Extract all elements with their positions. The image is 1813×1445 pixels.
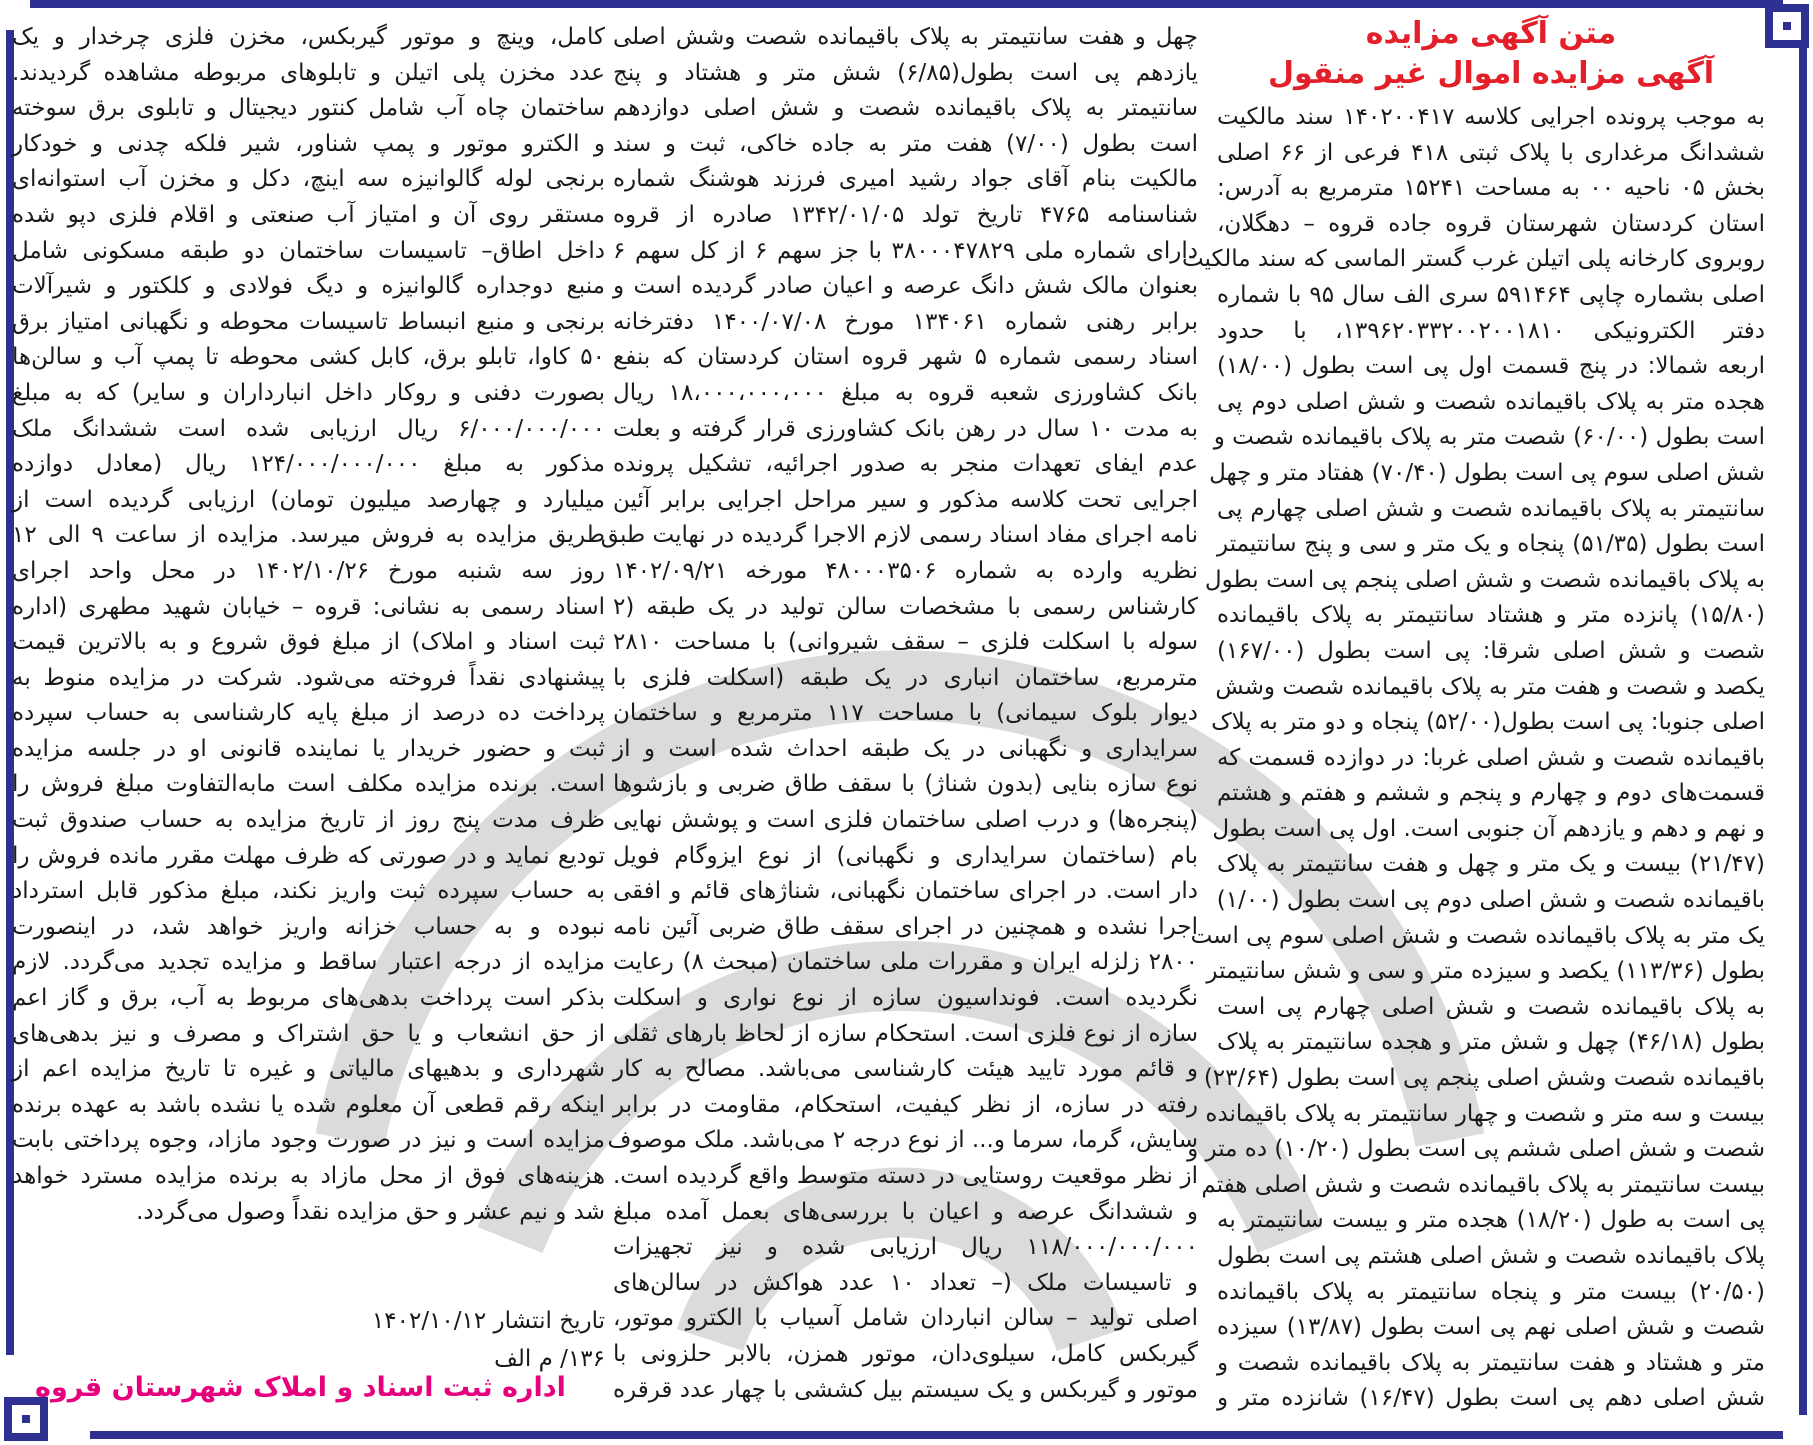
text-line: بخش ۰۵ ناحیه ۰۰ به مساحت ۱۵۲۴۱ مترمربع به آدرس: [1217,175,1765,202]
text-line: ششدانگ مرغداری با پلاک ثبتی ۴۱۸ فرعی از ۶۶ اصلی [1217,139,1765,166]
text-line: عدم ایفای تعهدات منجر به صدور اجرائیه، تشکیل پرونده [613,451,1198,478]
issuer-signature: اداره ثبت اسناد و املاک شهرستان قروه [35,1372,566,1403]
text-line: شد و نیم عشر و حق مزایده نقداً وصول می‌گردد. [136,1198,605,1225]
text-line: است بطول (۶۰/۰۰) شصت متر به پلاک باقیمانده شصت و [1213,424,1765,451]
text-line: بعنوان مالک شش دانگ عرصه و اعیان صادر گردیده است و [613,273,1198,300]
text-line: منبع دوجداره گالوانیزه و دیگ فولادی و کلکتور و شیرآلات [12,273,605,300]
text-line: شصت و شش اصلی شرقا: پی است بطول (۱۶۷/۰۰) [1217,637,1765,664]
text-line: مترمربع، ساختمان انباری در یک طبقه (اسکلت فلزی با [613,664,1198,691]
text-line: بام (ساختمان سرایداری و نگهبانی) از نوع ایزوگام فویل [613,842,1198,869]
text-line: هجده متر به پلاک باقیمانده شصت و شش اصلی دوم پی [1217,388,1765,415]
text-line: میلیارد و چهارصد میلیون تومان) ارزیابی گردیده است از [12,486,605,513]
text-line: اجرایی تحت کلاسه مذکور و سیر مراحل اجرایی برابر آئین [613,486,1198,513]
text-line: نبوده و به حساب خزانه واریز خواهد شد، در اینصورت [12,913,605,940]
text-line: شصت و شش اصلی نهم پی است بطول (۱۳/۸۷) سیزده [1217,1314,1765,1341]
text-line: به موجب پرونده اجرایی کلاسه ۱۴۰۲۰۰۴۱۷ سند مالکیت [1217,104,1765,130]
text-line: به حساب سپرده ثبت واریز نکند، مبلغ مذکور قابل استرداد [12,878,605,905]
text-line: بیست سانتیمتر به پلاک باقیمانده شصت و شش اصلی هفتم [1201,1171,1765,1198]
text-line: به پلاک باقیمانده شصت و شش اصلی چهارم پی است [1217,993,1765,1020]
text-line: اجرا نشده و همچنین در اجرای سقف طاق ضربی آئین نامه [613,913,1198,940]
text-line: است. برنده مزایده مکلف است مابه‌التفاوت مبلغ فروش را [12,771,605,798]
text-line: داخل اطاق– تاسیسات ساختمان دو طبقه مسکونی شامل [12,237,605,264]
text-line: (۱۵/۸۰) پانزده متر و هشتاد سانتیمتر به پلاک باقیمانده [1217,602,1765,629]
text-line: نگردیده است. فونداسیون سازه از نوع نواری و اسکلت [613,985,1198,1012]
text-line: کارشناس رسمی با مشخصات سالن تولید در یک طبقه (۲ [613,593,1198,620]
text-line: مزایده است و نیز در صورت وجود مازاد، وجوه پرداختی بابت [12,1127,605,1154]
text-line: دار است. در اجرای ساختمان نگهبانی، شناژهای قائم و افقی [613,878,1198,905]
text-line: موتور و گیربکس و یک سیستم بیل کششی با چهار عدد قرقره [613,1376,1198,1403]
ad-title: متن آگهی مزایده [1365,16,1617,51]
text-line: به مدت ۱۰ سال در رهن بانک کشاورزی قرار گرفته و بعلت [613,415,1199,442]
text-line: نامه اجرای مفاد اسناد رسمی لازم الاجرا گردیده در نهایت طبق [600,522,1198,549]
text-line: (پنجره‌ها) و درب اصلی ساختمان فلزی است و پوشش نهایی [613,807,1198,834]
text-line: هزینه‌های فوق از محل مازاد به برنده مزایده مسترد خواهد [12,1163,605,1189]
text-line: اصلی جنوبا: پی است بطول(۵۲/۰۰) پنجاه و دو متر به پلاک [1211,709,1765,736]
text-line: شش اصلی دهم پی است بطول (۱۶/۴۷) شانزده متر و [1217,1385,1765,1412]
text-line: ۶/۰۰۰/۰۰۰/۰۰۰ ریال ارزیابی شده است ششدانگ ملک [12,415,605,442]
text-line: ثبت اسناد و املاک) از مبلغ فوق شروع و به بالاترین قیمت [12,629,605,656]
text-line: شهرداری و بدهیهای مالیاتی و غیره تا تاریخ مزایده اعم از [12,1056,605,1083]
text-line: گیربکس کامل، سیلوی‌دان، موتور همزن، بالابر حلزونی با [613,1340,1198,1367]
text-line: شش اصلی سوم پی است بطول (۷۰/۴۰) هفتاد متر و چهل [1209,459,1765,486]
publish-date: تاریخ انتشار ۱۴۰۲/۱۰/۱۲ [371,1308,605,1334]
text-line: اینکه رقم قطعی آن معلوم شده یا نشده باشد به عهده برنده [12,1091,605,1118]
text-line: ظرف مدت پنج روز از تاریخ مزایده به حساب صندوق ثبت [12,807,605,834]
text-line: روبروی کارخانه پلی اتیلن غرب گستر الماسی که سند مالکیت [1181,246,1765,273]
text-line: قسمت‌های دوم و چهارم و پنجم و ششم و هفتم و هشتم [1217,780,1765,807]
text-line: چهل و هفت سانتیمتر به پلاک باقیمانده شصت وشش اصلی [613,24,1198,50]
text-line: سوله با اسکلت فلزی – سقف شیروانی) با مساحت ۲۸۱۰ [613,629,1198,656]
text-line: و ششدانگ عرصه و اعیان با بررسی‌های بعمل آمده مبلغ [613,1198,1198,1225]
text-line: کامل، وینچ و موتور گیربکس، مخزن فلزی چرخدار و یک [12,24,605,50]
text-column-right [1181,100,1765,1417]
text-line: اسناد رسمی شماره ۵ شهر قروه استان کردستان که بنفع [613,344,1198,371]
text-line: اربعه شمالا: در پنج قسمت اول پی است بطول (۱۸/۰۰) [1217,353,1765,380]
text-line: و نهم و دهم و یازدهم آن جنوبی است. اول پی است بطول [1212,815,1765,842]
text-line: و تاسیسات ملک (– تعداد ۱۰ عدد هواکش در سالن‌های [613,1269,1198,1296]
text-line: (۲۰/۵۰) بیست متر و پنجاه سانتیمتر به پلاک باقیمانده [1217,1278,1765,1305]
text-line: بذکر است پرداخت بدهی‌های مربوط به آب، برق و گاز اعم [12,985,605,1012]
frame-border-right [1799,30,1807,1415]
text-line: است بطول (۷/۰۰) هفت متر به جاده خاکی، ثبت و سند [613,130,1198,157]
text-line: سایش، گرما، سرما و... از نوع درجه ۲ می‌باشد. ملک موصوف [607,1127,1198,1154]
text-line: بطول (۴۶/۱۸) چهل و شش متر و هجده سانتیمتر به پلاک [1217,1029,1765,1056]
frame-corner-ornament [1765,4,1809,48]
text-line: ۱۱۸/۰۰۰/۰۰۰/۰۰۰ ریال ارزیابی شده و نیز تجهیزات [613,1234,1198,1261]
text-line: است بطول (۵۱/۳۵) پنجاه و یک متر و سی و پنج سانتیمتر [1217,531,1765,558]
text-line: استان کردستان شهرستان قروه جاده قروه – دهگلان، [1217,210,1765,237]
text-line: سانتیمتر به پلاک باقیمانده شصت و شش اصلی چهارم پی [1217,495,1765,522]
text-line: برابر رهنی شماره ۱۳۴۰۶۱ مورخ ۱۴۰۰/۰۷/۰۸ دفترخانه [613,308,1199,335]
text-line: اصلی بشماره چاپی ۵۹۱۴۶۴ سری الف سال ۹۵ با شماره [1217,281,1765,308]
ad-code: ۱۳۶/ م الف [494,1346,605,1372]
text-line: پرداخت ده درصد از مبلغ پایه کارشناسی به حساب سپرده [12,700,605,727]
text-line: برنجی و منبع انبساط تاسیسات محوطه و نگهبانی امتیاز برق [12,308,605,335]
frame-border-bottom [90,1431,1783,1439]
text-line: سانتیمتر به پلاک باقیمانده شصت و شش اصلی دوازدهم [613,95,1198,122]
text-line: ۲۸۰۰ زلزله ایران و مقررات ملی ساختمان (مبحث ۸) رعایت [613,949,1199,976]
ad-subtitle: آگهی مزایده اموال غیر منقول [1267,56,1715,91]
text-line: از نظر موقعیت روستایی در دسته متوسط واقع گردیده است. [613,1163,1198,1189]
text-line: مالکیت بنام آقای جواد رشید امیری فرزند هوشنگ شماره [613,166,1198,193]
text-line: (۲۱/۴۷) بیست و یک متر و چهل و هفت سانتیمتر به پلاک [1217,851,1765,878]
frame-border-top [30,0,1783,8]
text-line: سرایداری و نگهبانی در یک طبقه احداث شده است و از [613,735,1198,762]
frame-corner-ornament [4,1397,48,1441]
text-line: ساختمان چاه آب شامل کنتور دیجیتال و تابلوی برق سوخته [12,95,605,122]
text-line: ۵۰ کاوا، تابلو برق، کابل کشی محوطه تا پمپ آب و سالن‌ها [12,344,605,371]
text-line: بیست و سه متر و شصت و چهار سانتیمتر به پلاک باقیمانده [1205,1100,1765,1127]
text-line: به پلاک باقیمانده شصت و شش اصلی پنجم پی است بطول [1204,566,1765,593]
text-line: سازه از نوع فلزی است. استحکام سازه از لحاظ بارهای ثقلی [613,1020,1198,1047]
text-line: از حق انشعاب و یا حق اشتراک و مصرف و نیز بدهی‌های [12,1020,605,1047]
text-line: مذکور به مبلغ ۱۲۴/۰۰۰/۰۰۰/۰۰۰ ریال (معادل دوازده [12,451,605,478]
text-line: تودیع نماید و در صورتی که ظرف مهلت مقرر مانده فروش را [12,842,605,869]
text-line: و قائم مورد تایید هیئت کارشناسی می‌باشد. مصالح به کار [613,1056,1198,1083]
text-line: پی است به طول (۱۸/۲۰) هجده متر و بیست سانتیمتر به [1217,1207,1765,1234]
text-line: یک متر به پلاک باقیمانده شصت و شش اصلی سوم پی است [1190,922,1765,949]
text-line: بصورت دفنی و روکار داخل انبارداران و سایر) که به مبلغ [12,379,605,406]
text-column-middle [600,20,1199,1408]
text-line: نظریه وارده به شماره ۴۸۰۰۰۳۵۰۶ مورخه ۱۴۰۲/۰۹/۲۱ [613,557,1198,584]
text-line: باقیمانده شصت وشش اصلی پنجم پی است بطول (۲۳/۶۴) [1203,1065,1765,1092]
text-line: طریق مزایده به فروش میرسد. مزایده از ساعت ۹ الی ۱۲ [12,522,605,549]
text-line: رفته در سازه، از نظر کیفیت، استحکام، مقاومت در برابر [613,1091,1198,1118]
text-line: و الکترو موتور و پمپ شناور، شیر فلکه چدنی و خودکار [12,130,605,157]
text-column-left [12,20,605,1230]
text-line: اسناد رسمی به نشانی: قروه – خیابان شهید مطهری (اداره [12,593,605,620]
ad-heading [1217,14,1765,94]
text-line: برنجی لوله گالوانیزه سه اینچ، دکل و مخزن آب استوانه‌ای [12,166,605,193]
text-line: بطول (۱۱۳/۳۶) یکصد و سیزده متر و سی و شش سانتیمتر [1206,958,1765,985]
text-line: عدد مخزن پلی اتیلن و تابلوهای مربوطه مشاهده گردیدند. [12,59,605,86]
text-line: یکصد و شصت و هفت متر به پلاک باقیمانده شصت وشش [1215,673,1765,700]
text-line: روز سه شنبه مورخ ۱۴۰۲/۱۰/۲۶ در محل واحد اجرای [12,557,605,584]
text-line: پیشنهادی نقداً فروخته می‌شود. شرکت در مزایده منوط به [12,664,605,691]
text-line: شصت و شش اصلی ششم پی است بطول (۱۰/۲۰) ده متر و [1187,1136,1765,1163]
text-line: دارای شماره ملی ۳۸۰۰۰۴۷۸۲۹ با جز سهم ۶ از کل سهم ۶ [613,237,1198,264]
text-line: ثبت و حضور خریدار یا نماینده قانونی او در جلسه مزایده [12,735,605,762]
text-line: مزایده از درجه اعتبار ساقط و مزایده تجدید می‌گردد. لازم [12,949,605,976]
text-line: دیوار بلوک سیمانی) با مساحت ۱۱۷ مترمربع و ساختمان [613,700,1198,727]
text-line: متر و هشتاد و هفت سانتیمتر به پلاک باقیمانده شصت و [1217,1349,1765,1376]
text-line: اصلی تولید – سالن انباردان شامل آسیاب با الکترو موتور، [613,1305,1198,1332]
text-line: بانک کشاورزی شعبه قروه به مبلغ ۱۸،۰۰۰،۰۰۰،۰۰۰ ریال [613,379,1198,406]
text-line: باقیمانده شصت و شش اصلی دوم پی است بطول (۱/۰۰) [1216,887,1765,914]
text-line: شناسنامه ۴۷۶۵ تاریخ تولد ۱۳۴۲/۰۱/۰۵ صادره از قروه [613,201,1198,228]
text-line: دفتر الکترونیکی ۱۳۹۶۲۰۳۳۲۰۰۲۰۰۱۸۱۰، با حدود [1217,317,1765,344]
text-line: نوع سازه بنایی (بدون شناژ) با سقف طاق ضربی و بازشوها [613,771,1198,798]
text-line: باقیمانده شصت و شش اصلی غربا: در دوازده قسمت که [1217,744,1765,771]
text-line: مستقر روی آن و امتیاز آب صنعتی و اقلام فلزی دپو شده [12,201,605,228]
text-line: یازدهم پی است بطول(۶/۸۵) شش متر و هشتاد و پنج [613,59,1199,86]
text-line: پلاک باقیمانده شصت و شش اصلی هشتم پی است بطول [1217,1243,1765,1269]
